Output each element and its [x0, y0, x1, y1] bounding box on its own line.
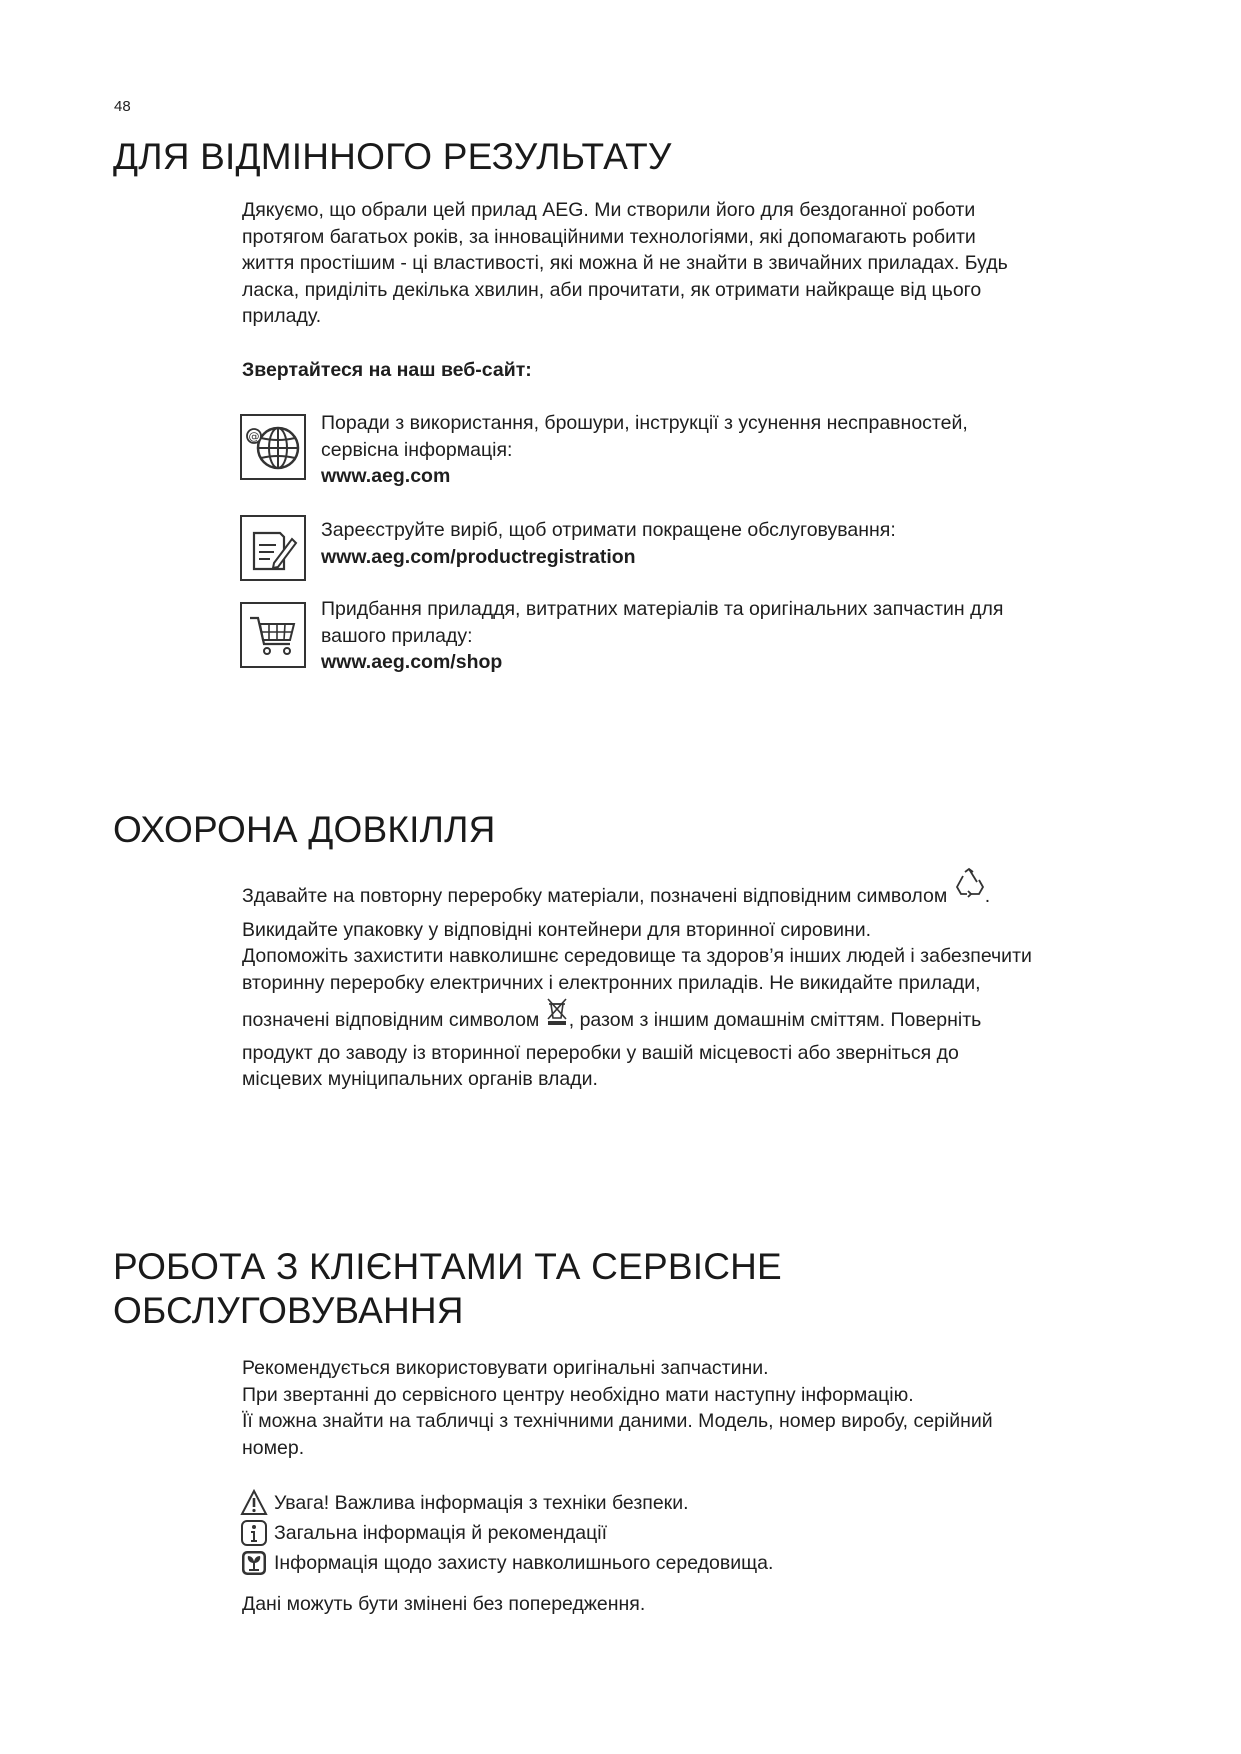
footer-note: Дані можуть бути змінені без попередження.: [242, 1593, 646, 1615]
environment-line: Допоможіть захистити навколишнє середовище та здоров’я інших людей і забезпечити: [242, 945, 1032, 967]
shop-link[interactable]: www.aeg.com/shop: [321, 651, 503, 673]
environment-line: продукт до заводу із вторинної переробки у вашій місцевості або зверніться до: [242, 1041, 959, 1064]
intro-line: Дякуємо, що обрали цей прилад AEG. Ми створили його для бездоганної роботи: [242, 199, 976, 221]
page-number: 48: [114, 98, 131, 115]
service-paragraph: [242, 1355, 993, 1461]
service-line: Її можна знайти на табличці з технічними даними. Модель, номер виробу, серійний: [242, 1410, 993, 1432]
link-description-line: Зареєструйте виріб, щоб отримати покращене обслуговування:: [321, 519, 896, 541]
website-heading: Звертайтеся на наш веб-сайт:: [242, 359, 532, 381]
section-title-line: ОБСЛУГОВУВАННЯ: [113, 1290, 464, 1331]
link-description-line: вашого приладу:: [321, 624, 473, 647]
section-title-best-results: ДЛЯ ВІДМІННОГО РЕЗУЛЬТАТУ: [113, 136, 672, 177]
link-block-website: [321, 410, 968, 490]
link-description-line: сервісна інформація:: [321, 438, 513, 461]
legend-row-warning: [240, 1488, 773, 1518]
legend-row-info: [240, 1518, 773, 1548]
registration-form-icon: [240, 515, 306, 581]
environment-text: Здавайте на повторну переробку матеріали, позначені відповідним символом: [242, 884, 948, 907]
link-block-registration: [321, 517, 896, 570]
section-title-service: [113, 1245, 782, 1333]
legend-text: Інформація щодо захисту навколишнього середовища.: [274, 1551, 774, 1574]
section-title-line: РОБОТА З КЛІЄНТАМИ ТА СЕРВІСНЕ: [113, 1246, 782, 1287]
environment-paragraph: [242, 877, 1032, 1093]
intro-paragraph: [242, 197, 1008, 330]
globe-at-icon: [240, 414, 306, 480]
section-title-environment: ОХОРОНА ДОВКІЛЛЯ: [113, 809, 496, 850]
environment-text: .: [984, 884, 991, 907]
product-registration-link[interactable]: www.aeg.com/productregistration: [321, 545, 636, 568]
svg-text:@: @: [248, 430, 260, 443]
environment-line: [242, 877, 1032, 917]
intro-line: життя простішим - ці властивості, які можна й не знайти в звичайних приладах. Будь: [242, 252, 1008, 274]
environment-line: Викидайте упаковку у відповідні контейнери для вторинної сировини.: [242, 918, 872, 941]
environment-text: позначені відповідним символом: [242, 1008, 540, 1031]
legend-text: Увага! Важлива інформація з техніки безпеки.: [274, 1491, 689, 1514]
intro-line: протягом багатьох років, за інноваційними технологіями, які допомагають робити: [242, 225, 976, 248]
environment-text: , разом з іншим домашнім сміттям. Поверніть: [568, 1008, 982, 1031]
intro-line: ласка, приділіть декілька хвилин, аби прочитати, як отримати найкраще від цього: [242, 278, 982, 301]
legend-text: Загальна інформація й рекомендації: [274, 1521, 608, 1544]
environment-line: [242, 1002, 1032, 1040]
service-line: номер.: [242, 1436, 305, 1459]
environment-line: місцевих муніципальних органів влади.: [242, 1068, 598, 1090]
legend-row-environment: [240, 1548, 773, 1578]
info-icon: [240, 1519, 268, 1547]
website-link[interactable]: www.aeg.com: [321, 465, 451, 487]
symbol-legend: [240, 1488, 773, 1578]
link-description-line: Поради з використання, брошури, інструкції з усунення несправностей,: [321, 412, 968, 434]
environment-line: вторинну переробку електричних і електронних приладів. Не викидайте прилади,: [242, 971, 981, 994]
environment-icon: [240, 1549, 268, 1577]
crossed-bin-icon: [545, 996, 569, 1034]
service-line: Рекомендується використовувати оригінальні запчастини.: [242, 1357, 769, 1379]
recycle-icon: [953, 867, 985, 907]
service-line: При звертанні до сервісного центру необхідно мати наступну інформацію.: [242, 1383, 914, 1406]
warning-triangle-icon: [240, 1489, 268, 1517]
link-block-shop: [321, 596, 1003, 676]
link-description-line: Придбання приладдя, витратних матеріалів та оригінальних запчастин для: [321, 598, 1004, 620]
shopping-cart-icon: [240, 602, 306, 668]
intro-line: приладу.: [242, 305, 322, 327]
